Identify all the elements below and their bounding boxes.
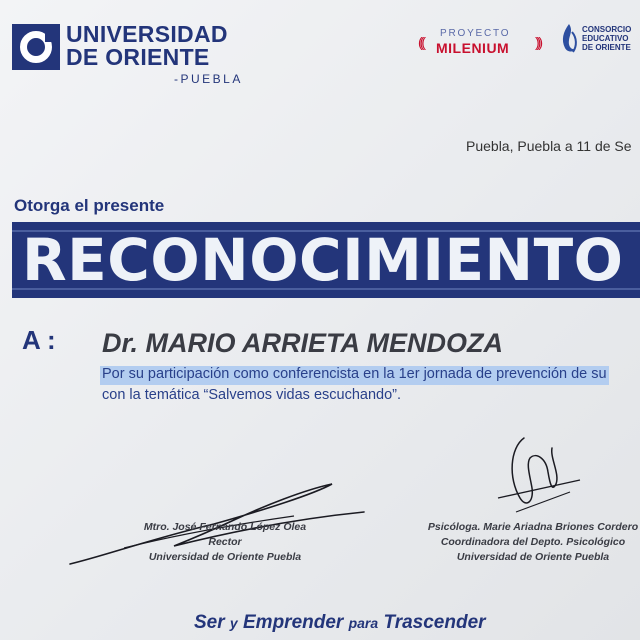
university-campus: -PUEBLA: [174, 72, 243, 86]
title-banner: [12, 222, 640, 298]
coordinator-institution: Universidad de Oriente Puebla: [456, 551, 610, 563]
rector-signature-block: [120, 520, 330, 565]
coordinator-signature: [490, 428, 590, 518]
university-name-line1: UNIVERSIDAD: [66, 21, 228, 47]
consorcio-line3: DE ORIENTE: [582, 43, 631, 52]
university-name-line2: DE ORIENTE: [66, 44, 210, 70]
milenium-label: MILENIUM: [436, 40, 510, 56]
recipient-label: A :: [22, 325, 56, 355]
consorcio-logo-text: [582, 25, 640, 52]
consorcio-flame-icon: [559, 22, 579, 56]
motto-word: Trascender: [383, 612, 486, 633]
recipient-name: Dr. MARIO ARRIETA MENDOZA: [102, 328, 503, 358]
body-text-line1: Por su participación como conferencista en la 1er jornada de prevención de su: [100, 366, 609, 385]
coordinator-role: Coordinadora del Depto. Psicológico: [440, 536, 626, 548]
rector-role: Rector: [208, 536, 242, 548]
sound-waves-icon: ))): [535, 34, 540, 50]
consorcio-line1: CONSORCIO: [582, 25, 632, 34]
motto-word: y: [229, 615, 238, 631]
grant-text: Otorga el presente: [14, 196, 165, 215]
motto-word: Emprender: [243, 612, 344, 633]
motto: [194, 612, 486, 634]
rector-name: Mtro. José Fernando López Olea: [143, 521, 307, 533]
consorcio-line2: EDUCATIVO: [582, 34, 629, 43]
coordinator-name: Psicóloga. Marie Ariadna Briones Cordero: [427, 521, 639, 533]
certificate-title: RECONOCIMIENTO: [22, 226, 624, 294]
coordinator-signature-block: [418, 520, 640, 565]
proyecto-milenium-logo: [416, 24, 544, 60]
proyecto-label: PROYECTO: [440, 28, 511, 39]
motto-word: Ser: [194, 612, 225, 633]
motto-word: para: [348, 615, 379, 631]
place-date: Puebla, Puebla a 11 de Se: [466, 138, 632, 154]
university-logo-icon: [12, 24, 60, 70]
rector-institution: Universidad de Oriente Puebla: [148, 551, 302, 563]
sound-waves-icon: (((: [418, 34, 423, 50]
body-text-line2: con la temática “Salvemos vidas escuchando”.: [102, 387, 402, 403]
